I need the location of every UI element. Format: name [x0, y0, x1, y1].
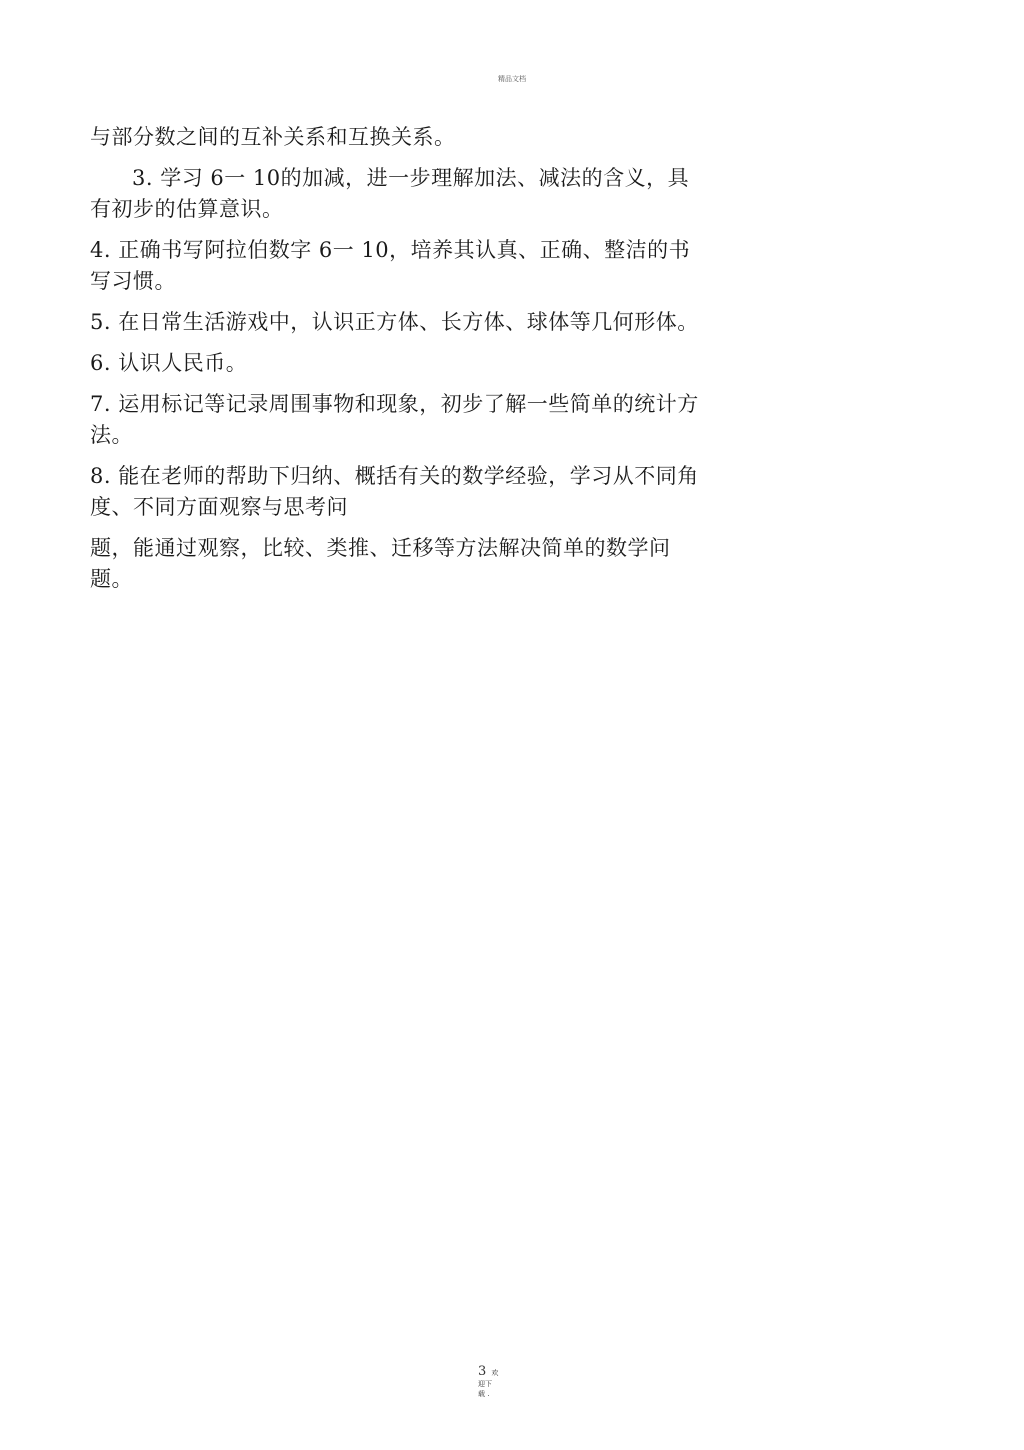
paragraph-item-4: 4. 正确书写阿拉伯数字 6一 10，培养其认真、正确、整洁的书写习惯。 — [90, 238, 691, 293]
paragraph-item-8-continued: 题，能通过观察，比较、类推、迁移等方法解决简单的数学问题。 — [90, 536, 671, 591]
page-footer — [478, 1360, 538, 1399]
paragraph-item-6: 6. 认识人民币。 — [90, 351, 248, 375]
paragraph-item-3: 3. 学习 6一 10的加减，进一步理解加法、减法的含义，具有初步的估算意识。 — [90, 166, 690, 221]
page-number: 3 — [478, 1364, 487, 1379]
footer-text-line3: 载 . — [478, 1390, 490, 1398]
paragraph-item-5: 5. 在日常生活游戏中，认识正方体、长方体、球体等几何形体。 — [90, 310, 699, 334]
header-mark: 精品文档 — [498, 75, 526, 83]
paragraph-item-8: 8. 能在老师的帮助下归纳、概括有关的数学经验，学习从不同角度、不同方面观察与思考问 — [90, 464, 699, 519]
document-body — [90, 122, 710, 605]
footer-text-line1: 欢 — [491, 1369, 499, 1377]
paragraph-intro-continued: 与部分数之间的互补关系和互换关系。 — [90, 125, 456, 149]
paragraph-item-7: 7. 运用标记等记录周围事物和现象，初步了解一些简单的统计方法。 — [90, 392, 699, 447]
footer-text-line2: 迎下 — [478, 1380, 492, 1388]
